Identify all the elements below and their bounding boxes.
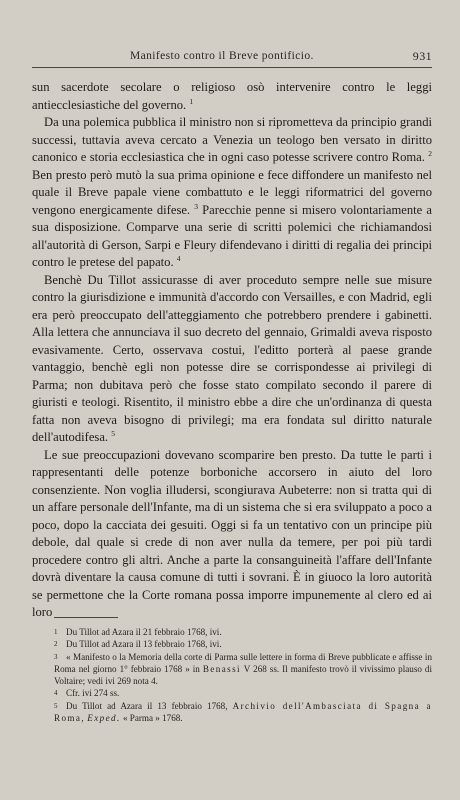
page-number: 931 xyxy=(412,49,432,63)
footnote xyxy=(54,700,432,725)
footnote-ref[interactable]: 1 xyxy=(189,96,194,106)
footnote-text: « Manifesto o la Memoria della corte di Parma sulle lettere in forma di Breve pubblicate e affisse in Roma nel giorno 1° febbraio 1768 » in xyxy=(54,651,432,674)
footnote-text: « Parma » 1768. xyxy=(120,713,183,724)
running-header xyxy=(32,46,432,66)
footnote-text: Du Tillot ad Azara il 13 febbraio 1768, ivi. xyxy=(66,639,222,650)
footnote-separator xyxy=(54,617,118,618)
paragraph-text: sun sacerdote secolare o religioso osò intervenire contro le leggi antiecclesiastiche del governo. xyxy=(32,80,432,112)
footnote xyxy=(54,638,432,650)
paragraph-2 xyxy=(32,114,432,272)
footnote-text: Du Tillot ad Azara il 21 febbraio 1768, ivi. xyxy=(66,627,222,637)
footnote-text: Du Tillot ad Azara il 13 febbraio 1768, xyxy=(66,700,233,711)
footnote-ref[interactable]: 5 xyxy=(111,429,115,438)
footnotes xyxy=(54,626,432,724)
footnote-ref[interactable]: 3 xyxy=(194,201,198,211)
paragraph-1 xyxy=(32,79,432,114)
footnote-expd: Exped. xyxy=(87,713,121,724)
footnote-number: 2 xyxy=(54,640,58,649)
footnote-number: 4 xyxy=(54,689,58,698)
footnote-text: V 268 ss. Il manifesto trovò il vivissimo plauso di Voltaire; vedi ivi 269 nota 4. xyxy=(54,663,432,687)
footnote-number: 5 xyxy=(54,701,58,710)
footnote-ref[interactable]: 2 xyxy=(428,149,432,158)
paragraph-text: Parecchie penne si misero volontariamente a sua disposizione. Comparve una serie di scritti polemici che richiamandosi all'autorità di Gerson, Sarpi e Fleury difendevano i diritti di regalia dei principi contro le pretese del papato. xyxy=(32,202,433,269)
footnote xyxy=(54,626,432,638)
running-title: Manifesto contro il Breve pontificio. xyxy=(130,50,314,62)
footnote-archive: Archivio dell'Ambasciata di Spagna a Roma, xyxy=(54,700,432,724)
footnote-number: 3 xyxy=(54,652,58,661)
paragraph-text: Benchè Du Tillot assicurasse di aver proceduto sempre nelle sue misure contro la giurisdizione e immunità d'accordo con Versailles, e con Madrid, egli era però preoccupato dell'atteggiamento che potrebbero prendere i gabinetti. Alla lettera che annunciava il suo decreto del gennaio, Grimaldi aveva risposto evasivamente. Certo, osservava costui, l'editto porterà al paese grande vantaggio, benchè egli non potesse dire se corrispondesse ai privilegi di Parma; non dubitava però che fosse stato compilato secondo il parere di giuristi e teologi. Risentito, il ministro ebbe a dire che un'ordinanza di questa fatta non aveva bisogno di privilegi; ma era fondata sul diritto naturale dell'autodifesa. xyxy=(32,272,432,444)
paragraph-4 xyxy=(32,447,432,622)
footnote xyxy=(54,651,432,688)
header-rule xyxy=(32,67,432,68)
paragraph-text: Ben presto però mutò la sua prima opinione e fece diffondere un manifesto nel quale il Breve papale viene combattuto e le leggi riformatrici del governo vengono energicamente difese. xyxy=(32,167,432,217)
main-text xyxy=(32,79,432,622)
paragraph-text: Le sue preoccupazioni dovevano scomparire ben presto. Da tutte le parti i rappresentanti delle potenze borboniche accorsero in aiuto del loro consenziente. Non voglia illudersi, scongiurava Aubeterre: non si tratta qui di un affare personale dell'Infante, ma di un sistema che si era sviluppato a poco a poco, dopo la cacciata dei gesuiti. Oggi si fa un tentativo con un principe più debole, dal quale si crede di non aver nulla da temere, per poi più tardi procedere contro gli altri. Anche a parte la consanguineità l'affare dell'Infante dovrà diventare la causa comune di tutti i sovrani. È in giuoco la loro autorità se permettone che la Corte romana possa imporre impunemente al clero ed ai loro xyxy=(32,447,432,619)
footnote-number: 1 xyxy=(54,628,58,636)
paragraph-3 xyxy=(32,272,432,447)
footnote-ref[interactable]: 4 xyxy=(176,254,181,263)
paragraph-text: Da una polemica pubblica il ministro non si riprometteva da principio grandi successi, tuttavia aveva cercato a Venezia un teologo ben versato in diritto canonico e storia ecclesiastica che in ogni caso potesse scrivere contro Roma. xyxy=(32,115,432,164)
footnote-text: Cfr. ivi 274 ss. xyxy=(66,688,120,699)
footnote xyxy=(54,687,432,699)
footnote-author: Benassi xyxy=(202,663,241,674)
